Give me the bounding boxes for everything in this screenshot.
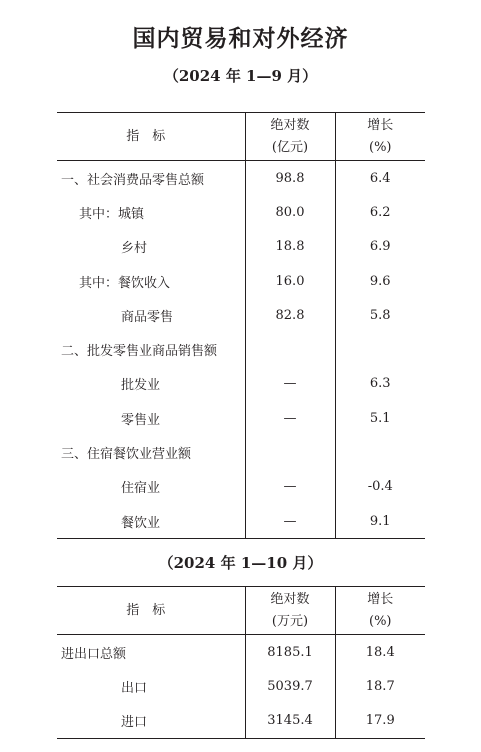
header-growth-label: 增长	[367, 591, 394, 607]
row-growth: 6.2	[335, 195, 425, 229]
period-label-2: （2024 年 1—10 月）	[158, 554, 323, 572]
table-row	[57, 470, 425, 504]
foreign-trade-table	[57, 586, 425, 739]
table-row	[57, 704, 425, 739]
row-value: 3145.4	[245, 704, 335, 739]
header-indicator: 指 标	[57, 587, 245, 635]
header-growth	[335, 587, 425, 635]
row-value: —	[245, 401, 335, 435]
row-label: 其中：城镇	[79, 206, 145, 222]
row-value: —	[245, 504, 335, 539]
table-header-row	[57, 113, 425, 161]
row-value: 80.0	[245, 195, 335, 229]
table-row	[57, 669, 425, 703]
row-label: 零售业	[121, 412, 161, 428]
table-row	[57, 401, 425, 435]
row-growth: -0.4	[335, 470, 425, 504]
header-absolute-unit: (万元)	[271, 613, 309, 629]
row-label: 进口	[57, 704, 245, 739]
row-growth: 18.7	[335, 669, 425, 703]
row-label: 乡村	[121, 241, 148, 257]
table-row	[57, 504, 425, 539]
row-label: 其中：餐饮收入	[79, 275, 171, 291]
header-absolute-label: 绝对数	[270, 117, 310, 133]
header-growth-unit: (%)	[369, 613, 392, 629]
row-label: 商品零售	[121, 309, 174, 325]
row-label: 三、住宿餐饮业营业额	[61, 447, 192, 463]
header-absolute-label: 绝对数	[270, 591, 310, 607]
row-growth: 5.8	[335, 298, 425, 332]
period-label-1: （2024 年 1—9 月）	[163, 67, 318, 85]
header-growth-unit: (%)	[369, 139, 392, 155]
row-growth	[335, 332, 425, 366]
table-row	[57, 332, 425, 366]
row-value: 8185.1	[245, 635, 335, 670]
table-row	[57, 230, 425, 264]
table-row	[57, 635, 425, 670]
table-row	[57, 161, 425, 196]
row-value: 98.8	[245, 161, 335, 196]
row-value: 82.8	[245, 298, 335, 332]
row-value	[245, 332, 335, 366]
row-value	[245, 435, 335, 469]
table-row	[57, 264, 425, 298]
row-label: 批发业	[121, 378, 161, 394]
row-growth: 9.6	[335, 264, 425, 298]
row-value: 16.0	[245, 264, 335, 298]
row-label: 进出口总额	[61, 646, 127, 662]
header-growth	[335, 113, 425, 161]
header-absolute	[245, 587, 335, 635]
row-value: —	[245, 470, 335, 504]
page-title: 国内贸易和对外经济	[132, 25, 349, 52]
row-growth: 5.1	[335, 401, 425, 435]
header-indicator: 指 标	[57, 113, 245, 161]
row-label: 出口	[121, 680, 148, 696]
table-row	[57, 367, 425, 401]
row-growth: 6.3	[335, 367, 425, 401]
header-absolute	[245, 113, 335, 161]
row-growth: 17.9	[335, 704, 425, 739]
row-label: 一、社会消费品零售总额	[61, 172, 205, 188]
header-absolute-unit: (亿元)	[271, 139, 309, 155]
table-row	[57, 195, 425, 229]
row-value: 5039.7	[245, 669, 335, 703]
row-growth	[335, 435, 425, 469]
row-label: 二、批发零售业商品销售额	[61, 344, 218, 360]
row-growth: 9.1	[335, 504, 425, 539]
row-value: —	[245, 367, 335, 401]
retail-trade-table	[57, 112, 425, 539]
row-growth: 18.4	[335, 635, 425, 670]
header-growth-label: 增长	[367, 117, 394, 133]
row-value: 18.8	[245, 230, 335, 264]
row-label: 餐饮业	[57, 504, 245, 539]
table-header-row	[57, 587, 425, 635]
row-growth: 6.9	[335, 230, 425, 264]
row-growth: 6.4	[335, 161, 425, 196]
table-row	[57, 298, 425, 332]
row-label: 住宿业	[121, 481, 161, 497]
table-row	[57, 435, 425, 469]
